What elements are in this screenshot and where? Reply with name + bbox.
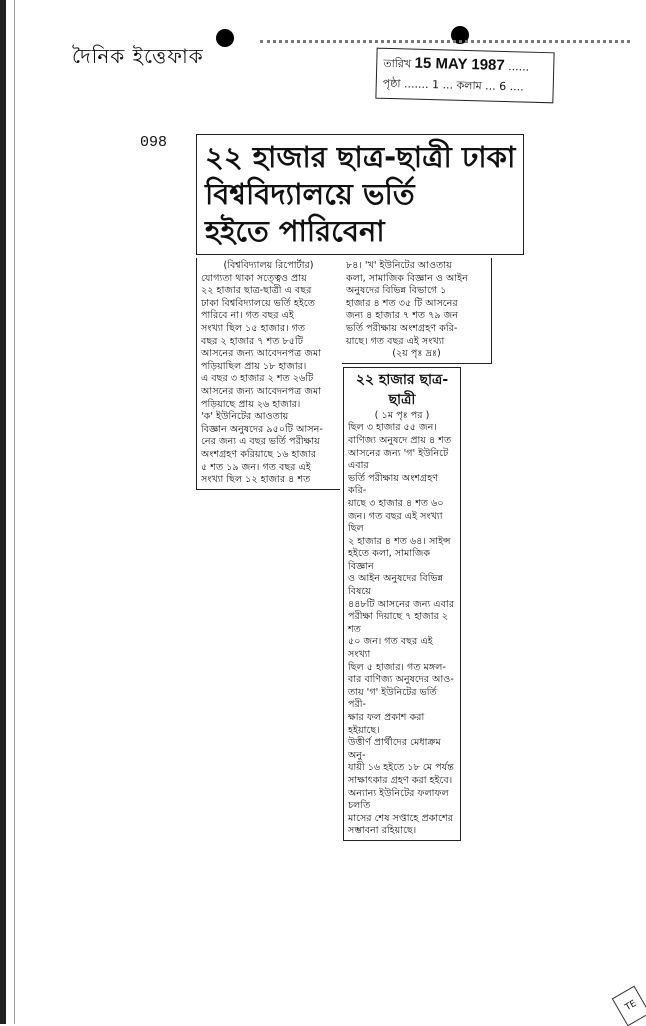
text-line: তায় 'গ' ইউনিটের ভর্তি পরী- xyxy=(348,686,437,711)
continuation-from: ( ১ম পৃঃ পর ) xyxy=(374,409,430,421)
text-line: পারিবে না। গত বছর এই xyxy=(201,310,294,322)
clip-code: 098 xyxy=(140,134,168,151)
text-line: ছিল ৫ হাজার। গত মঙ্গল- xyxy=(348,661,446,673)
text-line: কলা, সামাজিক বিজ্ঞান ও আইন xyxy=(346,272,468,284)
text-line: উত্তীর্ণ প্রার্থীদের মেধাক্রম অনু- xyxy=(348,737,441,761)
text-line: ৪৪৮টি আসনের জন্য এবার xyxy=(348,598,454,610)
text-line: ২২ হাজার ছাত্র-ছাত্রী এ বছর xyxy=(201,285,312,297)
page-label: পৃষ্ঠা xyxy=(382,76,401,91)
text-line: (২য় পৃঃ দ্রঃ) xyxy=(392,348,441,360)
text-line: বিজ্ঞান অনুষদের ৯৫০টি আসন- xyxy=(201,423,323,435)
punch-hole xyxy=(216,29,234,47)
text-line: এ বছর ৩ হাজার ২ শত ২৬টি xyxy=(201,373,314,385)
headline-line: বিশ্ববিদ্যালয়ে ভর্তি xyxy=(205,177,415,211)
headline xyxy=(196,134,524,255)
continuation-title: ২২ হাজার ছাত্র-ছাত্রী xyxy=(355,371,449,408)
stamp-page: 1 xyxy=(431,78,440,92)
text-line: অংশগ্রহণ করিয়াছে ১৬ হাজার xyxy=(201,448,317,460)
text-line: অনুষদের বিভিন্ন বিভাগে ১ xyxy=(346,285,447,297)
text-line: আসনের জন্য আবেদনপত্র জমা xyxy=(201,385,322,397)
text-line: ৫ শত ১৯ জন। গত বছর এই xyxy=(201,461,311,473)
newspaper-name: দৈনিক ইত্তেফাক xyxy=(72,44,204,68)
continuation-column xyxy=(343,367,461,841)
text-line: পরীক্ষা দিয়াছে ৭ হাজার ২ শত xyxy=(348,611,449,635)
text-line: সংখ্যা ছিল ১২ হাজার ৪ শত xyxy=(201,474,311,486)
text-line: আসনের জন্য 'গ' ইউনিটে এবার xyxy=(348,447,449,472)
text-line: অন্যান্য ইউনিটের ফলাফল চলতি xyxy=(348,787,449,812)
corner-mark: TE xyxy=(612,986,646,1026)
text-line: পড়িয়াছে প্রায় ২৬ হাজার। xyxy=(201,398,301,410)
text-line: বার বাণিজ্য অনুষদের আও- xyxy=(348,674,454,686)
date-stamp: তারিখ 15 MAY 1987 ...... পৃষ্ঠা ....... 1 ... কলাম ... 6 .... xyxy=(375,48,554,104)
headline-line: হইতে পারিবেনা xyxy=(205,214,385,248)
text-line: সম্ভাবনা রহিয়াছে। xyxy=(348,825,417,837)
text-line: মাসের শেষ সপ্তাহে প্রকাশের xyxy=(348,812,453,824)
text-line: হাজার ৪ শত ৩৫ টি আসনের xyxy=(346,297,458,309)
text-line: যায়ী ১৬ হইতে ১৮ মে পর্যন্ত xyxy=(348,762,454,774)
text-line: ৮৪। 'খ' ইউনিটের আওতায় xyxy=(346,260,452,271)
stamp-column: 6 xyxy=(499,79,507,94)
text-line: পড়িয়াছিল প্রায় ১৮ হাজার। xyxy=(201,360,307,372)
text-line: সংখ্যা ছিল ১৫ হাজার। গত xyxy=(201,322,306,334)
stamp-date: 15 MAY 1987 xyxy=(414,54,505,75)
text-line: য়াছে ৩ হাজার ৪ শত ৬০ xyxy=(348,497,444,509)
article-column-2 xyxy=(342,258,492,364)
article-column-1 xyxy=(196,258,340,490)
scan-edge xyxy=(0,0,6,1024)
text-line: ২ হাজার ৪ শত ৬৪। সাইন্স xyxy=(348,535,451,547)
text-line: 'ক' ইউনিটের আওতায় xyxy=(201,411,289,423)
margin-line xyxy=(14,0,15,1024)
text-line: হইতে কলা, সামাজিক বিজ্ঞান xyxy=(348,548,431,572)
dotted-line xyxy=(260,40,630,45)
text-line: ভর্তি পরীক্ষায় অংশগ্রহণ করি- xyxy=(348,472,439,497)
headline-line: ২২ হাজার ছাত্র-ছাত্রী ঢাকা xyxy=(205,140,516,174)
text-line: ভর্তি পরীক্ষায় অংশগ্রহণ করি- xyxy=(346,322,458,334)
text-line: নের জন্য এ বছর ভর্তি পরীক্ষায় xyxy=(201,436,320,448)
text-line: আসনের জন্য আবেদনপত্র জমা xyxy=(201,348,322,360)
text-line: সাক্ষাৎকার গ্রহণ করা হইবে। xyxy=(348,774,453,786)
text-line: ঢাকা বিশ্ববিদ্যালয়ে ভর্তি হইতে xyxy=(201,297,315,309)
text-line: ছিল ৩ হাজার ৫৫ জন। xyxy=(348,422,437,434)
text-line: (বিশ্ববিদ্যালয় রিপোর্টার) xyxy=(223,260,314,271)
text-line: জন্য ৪ হাজার ৭ শত ৭৯ জন xyxy=(346,310,458,322)
text-line: বছর ২ হাজার ৭ শত ৮৫টি xyxy=(201,335,303,347)
text-line: বাণিজ্য অনুষদে প্রায় ৪ শত xyxy=(348,434,452,446)
text-line: জন। গত বছর এই সংখ্যা ছিল xyxy=(348,510,443,535)
column-label: কলাম xyxy=(456,78,482,93)
text-line: ও আইন অনুষদের বিভিন্ন বিষয়ে xyxy=(348,573,444,598)
text-line: ৫০ জন। গত বছর এই সংখ্যা xyxy=(348,636,433,661)
text-line: যোগ্যতা থাকা সত্ত্বেও প্রায় xyxy=(201,272,307,284)
text-line: য়াছে। গত বছর এই সংখ্যা xyxy=(346,335,445,347)
text-line: ক্ষার ফল প্রকাশ করা হইয়াছে। xyxy=(348,712,425,736)
date-label: তারিখ xyxy=(383,56,412,71)
